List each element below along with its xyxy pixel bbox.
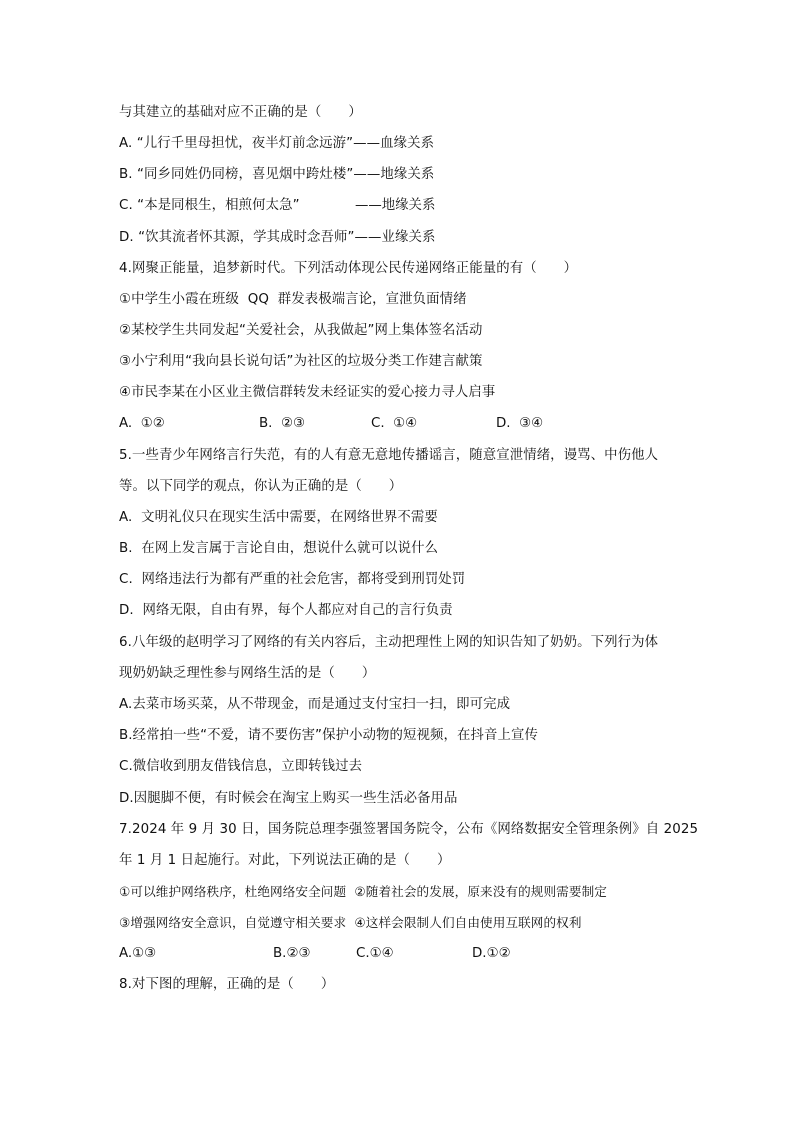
q7-items-line-1: ①可以维护网络秩序，杜绝网络安全问题 ②随着社会的发展，原来没有的规则需要制定 — [119, 884, 607, 899]
q4-item-4: ④市民李某在小区业主微信群转发未经证实的爱心接力寻人启事 — [119, 385, 496, 400]
q6-option-d: D.因腿脚不便，有时候会在淘宝上购买一些生活必备用品 — [119, 791, 458, 806]
q6-stem-line-1: 6.八年级的赵明学习了网络的有关内容后，主动把理性上网的知识告知了奶奶。下列行为体 — [119, 635, 659, 650]
q5-option-a: A. 文明礼仪只在现实生活中需要，在网络世界不需要 — [119, 510, 438, 525]
q7-option-d: D.①② — [472, 946, 511, 961]
q3-option-b: B. “同乡同姓仍同榜，喜见烟中跨灶楼”——地缘关系 — [119, 167, 435, 182]
q7-option-a: A.①③ — [119, 946, 157, 961]
q7-option-b: B.②③ — [273, 946, 311, 961]
q4-option-d: D. ③④ — [496, 416, 544, 431]
q3-option-c-answer: ——地缘关系 — [355, 198, 436, 213]
q4-item-1: ①中学生小霞在班级 QQ 群发表极端言论，宣泄负面情绪 — [119, 292, 467, 307]
q7-stem-line-2: 年 1 月 1 日起施行。对此，下列说法正确的是（ ） — [119, 853, 451, 868]
q5-option-c: C. 网络违法行为都有严重的社会危害，都将受到刑罚处罚 — [119, 572, 466, 587]
q6-option-a: A.去菜市场买菜，从不带现金，而是通过支付宝扫一扫，即可完成 — [119, 697, 511, 712]
q4-item-2: ②某校学生共同发起“关爱社会，从我做起”网上集体签名活动 — [119, 323, 483, 338]
q7-items-line-2: ③增强网络安全意识，自觉遵守相关要求 ④这样会限制人们自由使用互联网的权利 — [119, 915, 582, 930]
q5-option-d: D. 网络无限，自由有界，每个人都应对自己的言行负责 — [119, 603, 453, 618]
q4-stem: 4.网聚正能量，追梦新时代。下列活动体现公民传递网络正能量的有（ ） — [119, 261, 578, 276]
q5-option-b: B. 在网上发言属于言论自由，想说什么就可以说什么 — [119, 541, 439, 556]
q3-option-a: A. “儿行千里母担忧，夜半灯前念远游”——血缘关系 — [119, 136, 435, 151]
q6-stem-line-2: 现奶奶缺乏理性参与网络生活的是（ ） — [119, 666, 376, 681]
q4-option-b: B. ②③ — [259, 416, 305, 431]
q3-option-c: C. “本是同根生，相煎何太急” — [119, 198, 300, 213]
q6-option-b: B.经常拍一些“不爱，请不要伤害”保护小动物的短视频，在抖音上宣传 — [119, 728, 538, 743]
q5-stem-line-1: 5.一些青少年网络言行失范，有的人有意无意地传播谣言，随意宣泄情绪，谩骂、中伤他人 — [119, 448, 659, 463]
q8-stem: 8.对下图的理解，正确的是（ ） — [119, 977, 335, 992]
q4-option-a: A. ①② — [119, 416, 165, 431]
q5-stem-line-2: 等。以下同学的观点，你认为正确的是（ ） — [119, 479, 403, 494]
q3-stem: 与其建立的基础对应不正确的是（ ） — [119, 105, 362, 120]
q7-stem-line-1: 7.2024 年 9 月 30 日，国务院总理李强签署国务院令，公布《网络数据安全管理条例》自 2025 — [119, 822, 699, 837]
q6-option-c: C.微信收到朋友借钱信息，立即转钱过去 — [119, 759, 363, 774]
q4-option-c: C. ①④ — [371, 416, 418, 431]
q7-option-c: C.①④ — [356, 946, 394, 961]
q3-option-d: D. “饮其流者怀其源，学其成时念吾师”——业缘关系 — [119, 230, 436, 245]
q4-item-3: ③小宁利用“我向县长说句话”为社区的垃圾分类工作建言献策 — [119, 354, 483, 369]
